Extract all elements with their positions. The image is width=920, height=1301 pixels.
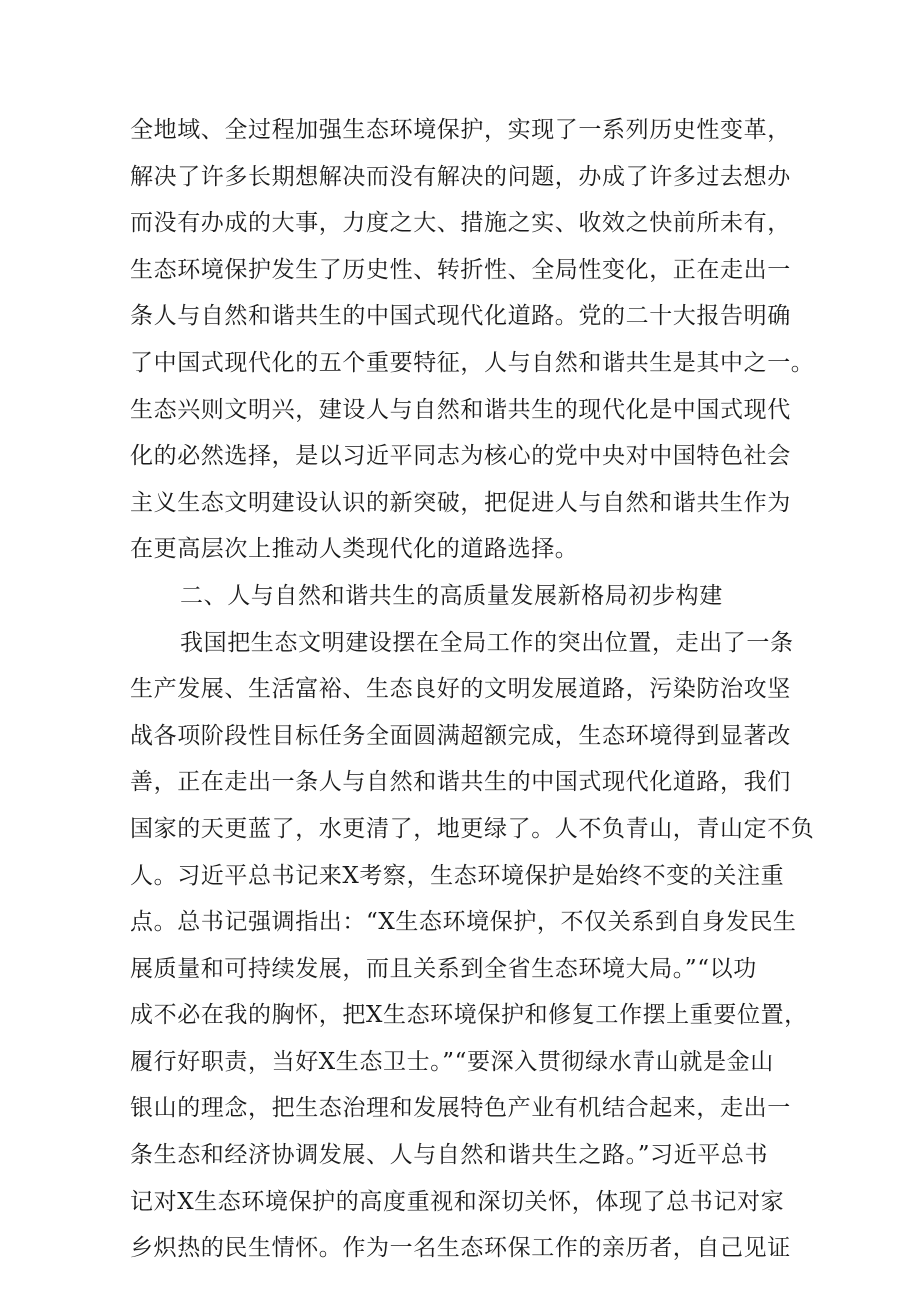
- text-line: 解决了许多长期想解决而没有解决的问题，办成了许多过去想办: [130, 163, 791, 190]
- text-line: 生态兴则文明兴，建设人与自然和谐共生的现代化是中国式现代: [130, 396, 791, 423]
- text-line: 条人与自然和谐共生的中国式现代化道路。党的二十大报告明确: [130, 303, 791, 330]
- text-line: 生产发展、生活富裕、生态良好的文明发展道路，污染防治攻坚: [130, 676, 791, 703]
- paragraph: [130, 620, 815, 1272]
- text-line: 履行好职责，当好X生态卫士。”“要深入贯彻绿水青山就是金山: [130, 1048, 774, 1075]
- text-line: 成不必在我的胸怀，把X生态环境保护和修复工作摆上重要位置，: [130, 1002, 808, 1029]
- text-line: 而没有办成的大事，力度之大、措施之实、收效之快前所未有，: [130, 210, 791, 237]
- text-line: 银山的理念，把生态治理和发展特色产业有机结合起来，走出一: [130, 1095, 791, 1122]
- text-line: 在更高层次上推动人类现代化的道路选择。: [130, 536, 579, 563]
- paragraph-continued: [130, 107, 815, 573]
- text-line: 点。总书记强调指出：“X生态环境保护，不仅关系到自身发民生: [130, 909, 797, 936]
- text-line: 化的必然选择，是以习近平同志为核心的党中央对中国特色社会: [130, 443, 791, 470]
- section-heading: 二、人与自然和谐共生的高质量发展新格局初步构建: [180, 582, 723, 609]
- text-line: 善，正在走出一条人与自然和谐共生的中国式现代化道路，我们: [130, 769, 791, 796]
- text-line: 乡炽热的民生情怀。作为一名生态环保工作的亲历者，自己见证: [130, 1235, 791, 1262]
- text-line: 展质量和可持续发展，而且关系到全省生态环境大局。”“以功: [130, 955, 757, 982]
- text-line: 人。习近平总书记来X考察，生态环境保护是始终不变的关注重: [130, 862, 785, 889]
- text-line: 记对X生态环境保护的高度重视和深切关怀，体现了总书记对家: [130, 1188, 785, 1215]
- document-body: [130, 107, 815, 1272]
- text-line: 我国把生态文明建设摆在全局工作的突出位置，走出了一条: [180, 629, 794, 656]
- text-line: 战各项阶段性目标任务全面圆满超额完成，生态环境得到显著改: [130, 722, 791, 749]
- text-line: 了中国式现代化的五个重要特征，人与自然和谐共生是其中之一。: [130, 349, 815, 376]
- text-line: 生态环境保护发生了历史性、转折性、全局性变化，正在走出一: [130, 256, 791, 283]
- text-line: 全地域、全过程加强生态环境保护，实现了一系列历史性变革，: [130, 117, 791, 143]
- text-line: 国家的天更蓝了，水更清了，地更绿了。人不负青山，青山定不负: [130, 815, 815, 842]
- text-line: 主义生态文明建设认识的新突破，把促进人与自然和谐共生作为: [130, 489, 791, 516]
- text-line: 条生态和经济协调发展、人与自然和谐共生之路。”习近平总书: [130, 1142, 769, 1169]
